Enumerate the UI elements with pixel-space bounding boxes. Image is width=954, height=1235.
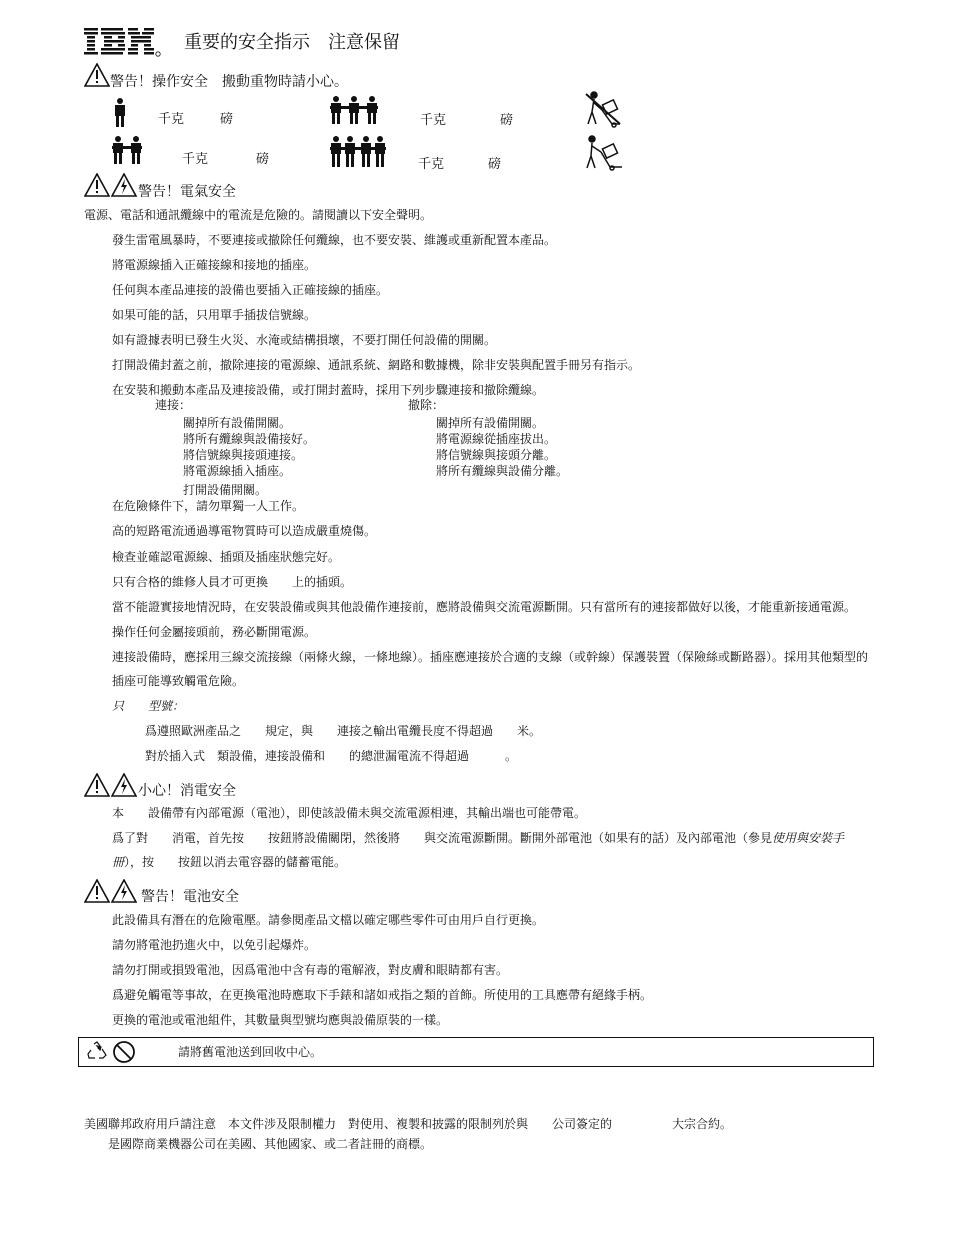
footer-trademark-note: 是國際商業機器公司在美國、其他國家、或二者註冊的商標。 (84, 1137, 433, 1151)
connect-step: 關掉所有設備開關。 (183, 416, 292, 430)
list-item: 操作任何金屬接頭前，務必斷開電源。 (112, 625, 317, 639)
three-persons-icon (330, 96, 378, 126)
disconnect-step: 將電源線從插座拔出。 (436, 432, 557, 446)
discharge-text: ），按 按鈕以消去電容器的儲蓄電能。 (124, 855, 347, 869)
four-persons-icon (330, 136, 386, 170)
discharge-line (112, 855, 346, 869)
list-item: 插座可能導致觸電危險。 (112, 674, 245, 688)
weight-unit-kg: 千克 (420, 113, 447, 128)
one-person-icon (112, 98, 128, 128)
list-item: 將電源線插入正確接線和接地的插座。 (112, 258, 317, 272)
ibm-logo (84, 28, 162, 58)
list-item: 更換的電池或電池組件，其數量與型號均應與設備原裝的一樣。 (112, 1013, 449, 1027)
connect-step: 將所有纜線與設備接好。 (183, 432, 316, 446)
recycle-notice: 請將舊電池送到回收中心。 (178, 1045, 323, 1059)
page-title: 重要的安全指示 注意保留 (184, 32, 400, 53)
battery-heading: 警告！電池安全 (141, 889, 239, 905)
recycle-icon (86, 1041, 108, 1063)
high-voltage-icon (111, 879, 137, 903)
connect-step: 將電源線插入插座。 (183, 464, 292, 478)
weight-unit-kg: 千克 (182, 152, 209, 167)
disconnect-step: 將所有纜線與設備分離。 (436, 464, 569, 478)
weight-unit-lb: 磅 (256, 152, 270, 167)
hand-truck-icon (582, 134, 624, 172)
europe-note: 爲遵照歐洲產品之 規定，與 連接之輸出電纜長度不得超過 米。 (145, 724, 542, 738)
manual-reference: 使用與安裝手 (772, 831, 845, 845)
disconnect-step: 關掉所有設備開關。 (436, 416, 545, 430)
list-item: 高的短路電流通過導電物質時可以造成嚴重燒傷。 (112, 524, 377, 538)
list-item: 在危險條件下，請勿單獨一人工作。 (112, 499, 305, 513)
list-item: 發生雷電風暴時，不要連接或撤除任何纜線，也不要安裝、維護或重新配置本產品。 (112, 233, 557, 247)
weight-unit-lb: 磅 (220, 112, 234, 127)
high-voltage-icon (111, 773, 137, 797)
model-only-note: 只 型號： (112, 699, 185, 713)
list-item: 只有合格的維修人員才可更換 上的插頭。 (112, 575, 353, 589)
connect-label: 連接： (155, 398, 192, 412)
disconnect-label: 撤除： (408, 398, 445, 412)
no-disposal-icon (112, 1040, 136, 1064)
list-item: 當不能證實接地情況時，在安裝設備或與其他設備作連接前，應將設備與交流電源斷開。只有當所有的連接都做好以後，才能重新接通電源。 (112, 600, 857, 614)
discharge-line (112, 831, 844, 845)
weight-unit-lb: 磅 (488, 157, 502, 172)
electric-intro: 電源、電話和通訊纜線中的電流是危險的。請閱讀以下安全聲明。 (84, 208, 433, 222)
connect-step: 打開設備開關。 (183, 483, 268, 497)
discharge-heading: 小心！消電安全 (138, 783, 236, 799)
discharge-line: 本 設備帶有內部電源（電池），即使該設備未與交流電源相連，其輸出端也可能帶電。 (112, 806, 587, 820)
list-item: 如果可能的話，只用單手插拔信號線。 (112, 308, 317, 322)
warning-triangle-icon (84, 173, 110, 197)
list-item: 任何與本產品連接的設備也要插入正確接線的插座。 (112, 283, 389, 297)
list-item: 爲避免觸電等事故，在更換電池時應取下手錶和諸如戒指之類的首飾。所使用的工具應帶有絕緣手柄。 (112, 988, 653, 1002)
list-item: 在安裝和搬動本產品及連接設備，或打開封蓋時，採用下列步驟連接和撤除纜線。 (112, 383, 545, 397)
discharge-text: 爲了對 消電，首先按 按鈕將設備關閉，然後將 與交流電源斷開。斷開外部電池（如果有的話）及內部電池（參見 (112, 831, 773, 845)
list-item: 連接設備時，應採用三線交流接線（兩條火線，一條地線）。插座應連接於合適的支線（或幹線）保護裝置（保險絲或斷路器）。採用其他類型的 (112, 650, 869, 664)
list-item: 打開設備封蓋之前，撤除連接的電源線、通訊系統、網路和數據機，除非安裝與配置手冊另有指示。 (112, 358, 641, 372)
list-item: 如有證據表明已發生火災、水淹或結構損壞，不要打開任何設備的開關。 (112, 333, 497, 347)
list-item: 請勿打開或損毀電池，因爲電池中含有毒的電解液，對皮膚和眼睛都有害。 (112, 963, 509, 977)
list-item: 檢查並確認電源線、插頭及插座狀態完好。 (112, 550, 341, 564)
footer-rights-note: 美國聯邦政府用戶請注意 本文件涉及限制權力 對使用、複製和披露的限制列於與 公司簽定的 大宗合約。 (84, 1117, 733, 1131)
two-persons-icon (112, 136, 142, 166)
weight-unit-lb: 磅 (500, 113, 514, 128)
leakage-note: 對於插入式 類設備，連接設備和 的總泄漏電流不得超過 。 (145, 749, 518, 763)
disconnect-step: 將信號線與接頭分離。 (436, 448, 557, 462)
warning-triangle-icon (84, 63, 110, 87)
weight-heading: 警告！操作安全 搬動重物時請小心。 (110, 74, 348, 90)
high-voltage-icon (111, 173, 137, 197)
list-item: 請勿將電池扔進火中，以免引起爆炸。 (112, 938, 317, 952)
electric-heading: 警告！電氣安全 (138, 184, 236, 200)
connect-step: 將信號線與接頭連接。 (183, 448, 304, 462)
no-hand-truck-icon (582, 90, 624, 128)
warning-triangle-icon (84, 773, 110, 797)
warning-triangle-icon (84, 879, 110, 903)
weight-unit-kg: 千克 (418, 157, 445, 172)
weight-unit-kg: 千克 (158, 112, 185, 127)
manual-reference: 冊 (112, 855, 125, 869)
list-item: 此設備具有潛在的危險電壓。請參閱產品文檔以確定哪些零件可由用戶自行更換。 (112, 913, 545, 927)
